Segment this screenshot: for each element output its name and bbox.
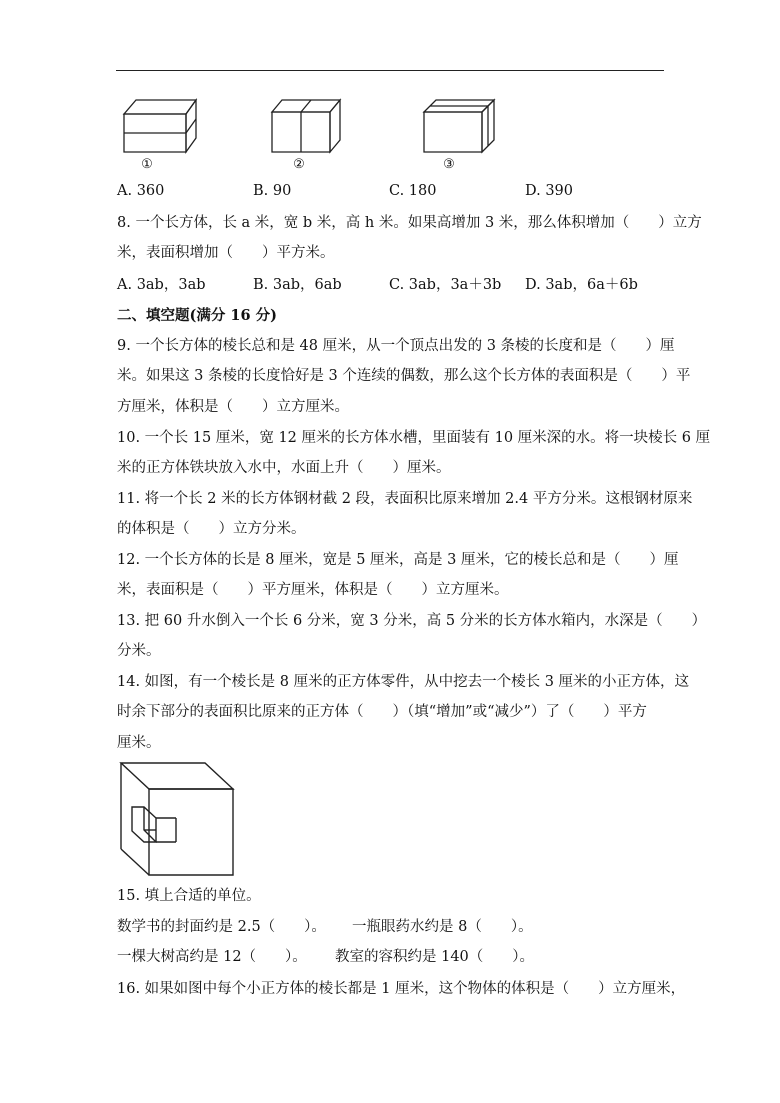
q8-line-1: 8. 一个长方体，长 a 米，宽 b 米，高 h 米。如果高增加 3 米，那么体积增加（ ）立方: [117, 215, 702, 231]
q13-line-2: 分米。: [117, 643, 161, 659]
q8-option-b: B. 3ab，6ab: [253, 277, 342, 293]
q7-option-b: B. 90: [253, 183, 292, 199]
q8-option-a: A. 3ab，3ab: [117, 277, 206, 293]
q10-line-2: 米的正方体铁块放入水中，水面上升（ ）厘米。: [117, 460, 451, 476]
q8-option-c: C. 3ab，3a＋3b: [389, 277, 502, 293]
q14-cube-with-notch-figure: [118, 760, 236, 878]
q8-line-2: 米，表面积增加（ ）平方米。: [117, 245, 335, 261]
figure-1-marker: ①: [141, 157, 153, 172]
q9-line-1: 9. 一个长方体的棱长总和是 48 厘米，从一个顶点出发的 3 条棱的长度和是（ ）厘: [117, 338, 675, 354]
header-rule: [116, 70, 664, 71]
q8-option-d: D. 3ab，6a＋6b: [525, 277, 638, 293]
q13-line-1: 13. 把 60 升水倒入一个长 6 分米，宽 3 分米，高 5 分米的长方体水箱内，水深是（ ）: [117, 613, 707, 629]
q14-line-1: 14. 如图，有一个棱长是 8 厘米的正方体零件，从中挖去一个棱长 3 厘米的小正方体，这: [117, 674, 690, 690]
q15-row1-right: 一瓶眼药水约是 8（ ）。: [352, 919, 533, 935]
figure-2-box-vertical-cut: [268, 96, 348, 156]
figure-2-marker: ②: [293, 157, 305, 172]
q7-option-c: C. 180: [389, 183, 437, 199]
q9-line-3: 方厘米，体积是（ ）立方厘米。: [117, 399, 349, 415]
q15-row2-right: 教室的容积约是 140（ ）。: [335, 949, 535, 965]
q14-line-3: 厘米。: [117, 735, 161, 751]
q15-row1-left: 数学书的封面约是 2.5（ ）。: [117, 919, 326, 935]
q14-line-2: 时余下部分的表面积比原来的正方体（ ）（填“增加”或“减少”）了（ ）平方: [117, 704, 647, 720]
figure-3-marker: ③: [443, 157, 455, 172]
figure-3-box-depth-cut: [418, 96, 498, 156]
section-2-heading: 二、填空题(满分 16 分): [117, 307, 277, 324]
q16-line-1: 16. 如果如图中每个小正方体的棱长都是 1 厘米，这个物体的体积是（ ）立方厘米，: [117, 981, 686, 997]
q10-line-1: 10. 一个长 15 厘米，宽 12 厘米的长方体水槽，里面装有 10 厘米深的水。将一块棱长 6 厘: [117, 430, 711, 446]
q15-line-1: 15. 填上合适的单位。: [117, 888, 261, 904]
q7-option-d: D. 390: [525, 183, 574, 199]
figure-1-box-horizontal-cut: [120, 96, 200, 156]
q11-line-1: 11. 将一个长 2 米的长方体钢材截 2 段，表面积比原来增加 2.4 平方分米。这根钢材原来: [117, 491, 693, 507]
q12-line-1: 12. 一个长方体的长是 8 厘米，宽是 5 厘米，高是 3 厘米，它的棱长总和是（ ）厘: [117, 552, 679, 568]
q12-line-2: 米，表面积是（ ）平方厘米，体积是（ ）立方厘米。: [117, 582, 509, 598]
q15-row2-left: 一棵大树高约是 12（ ）。: [117, 949, 307, 965]
q11-line-2: 的体积是（ ）立方分米。: [117, 521, 306, 537]
q9-line-2: 米。如果这 3 条棱的长度恰好是 3 个连续的偶数，那么这个长方体的表面积是（ ）平: [117, 368, 691, 384]
q7-option-a: A. 360: [117, 183, 165, 199]
